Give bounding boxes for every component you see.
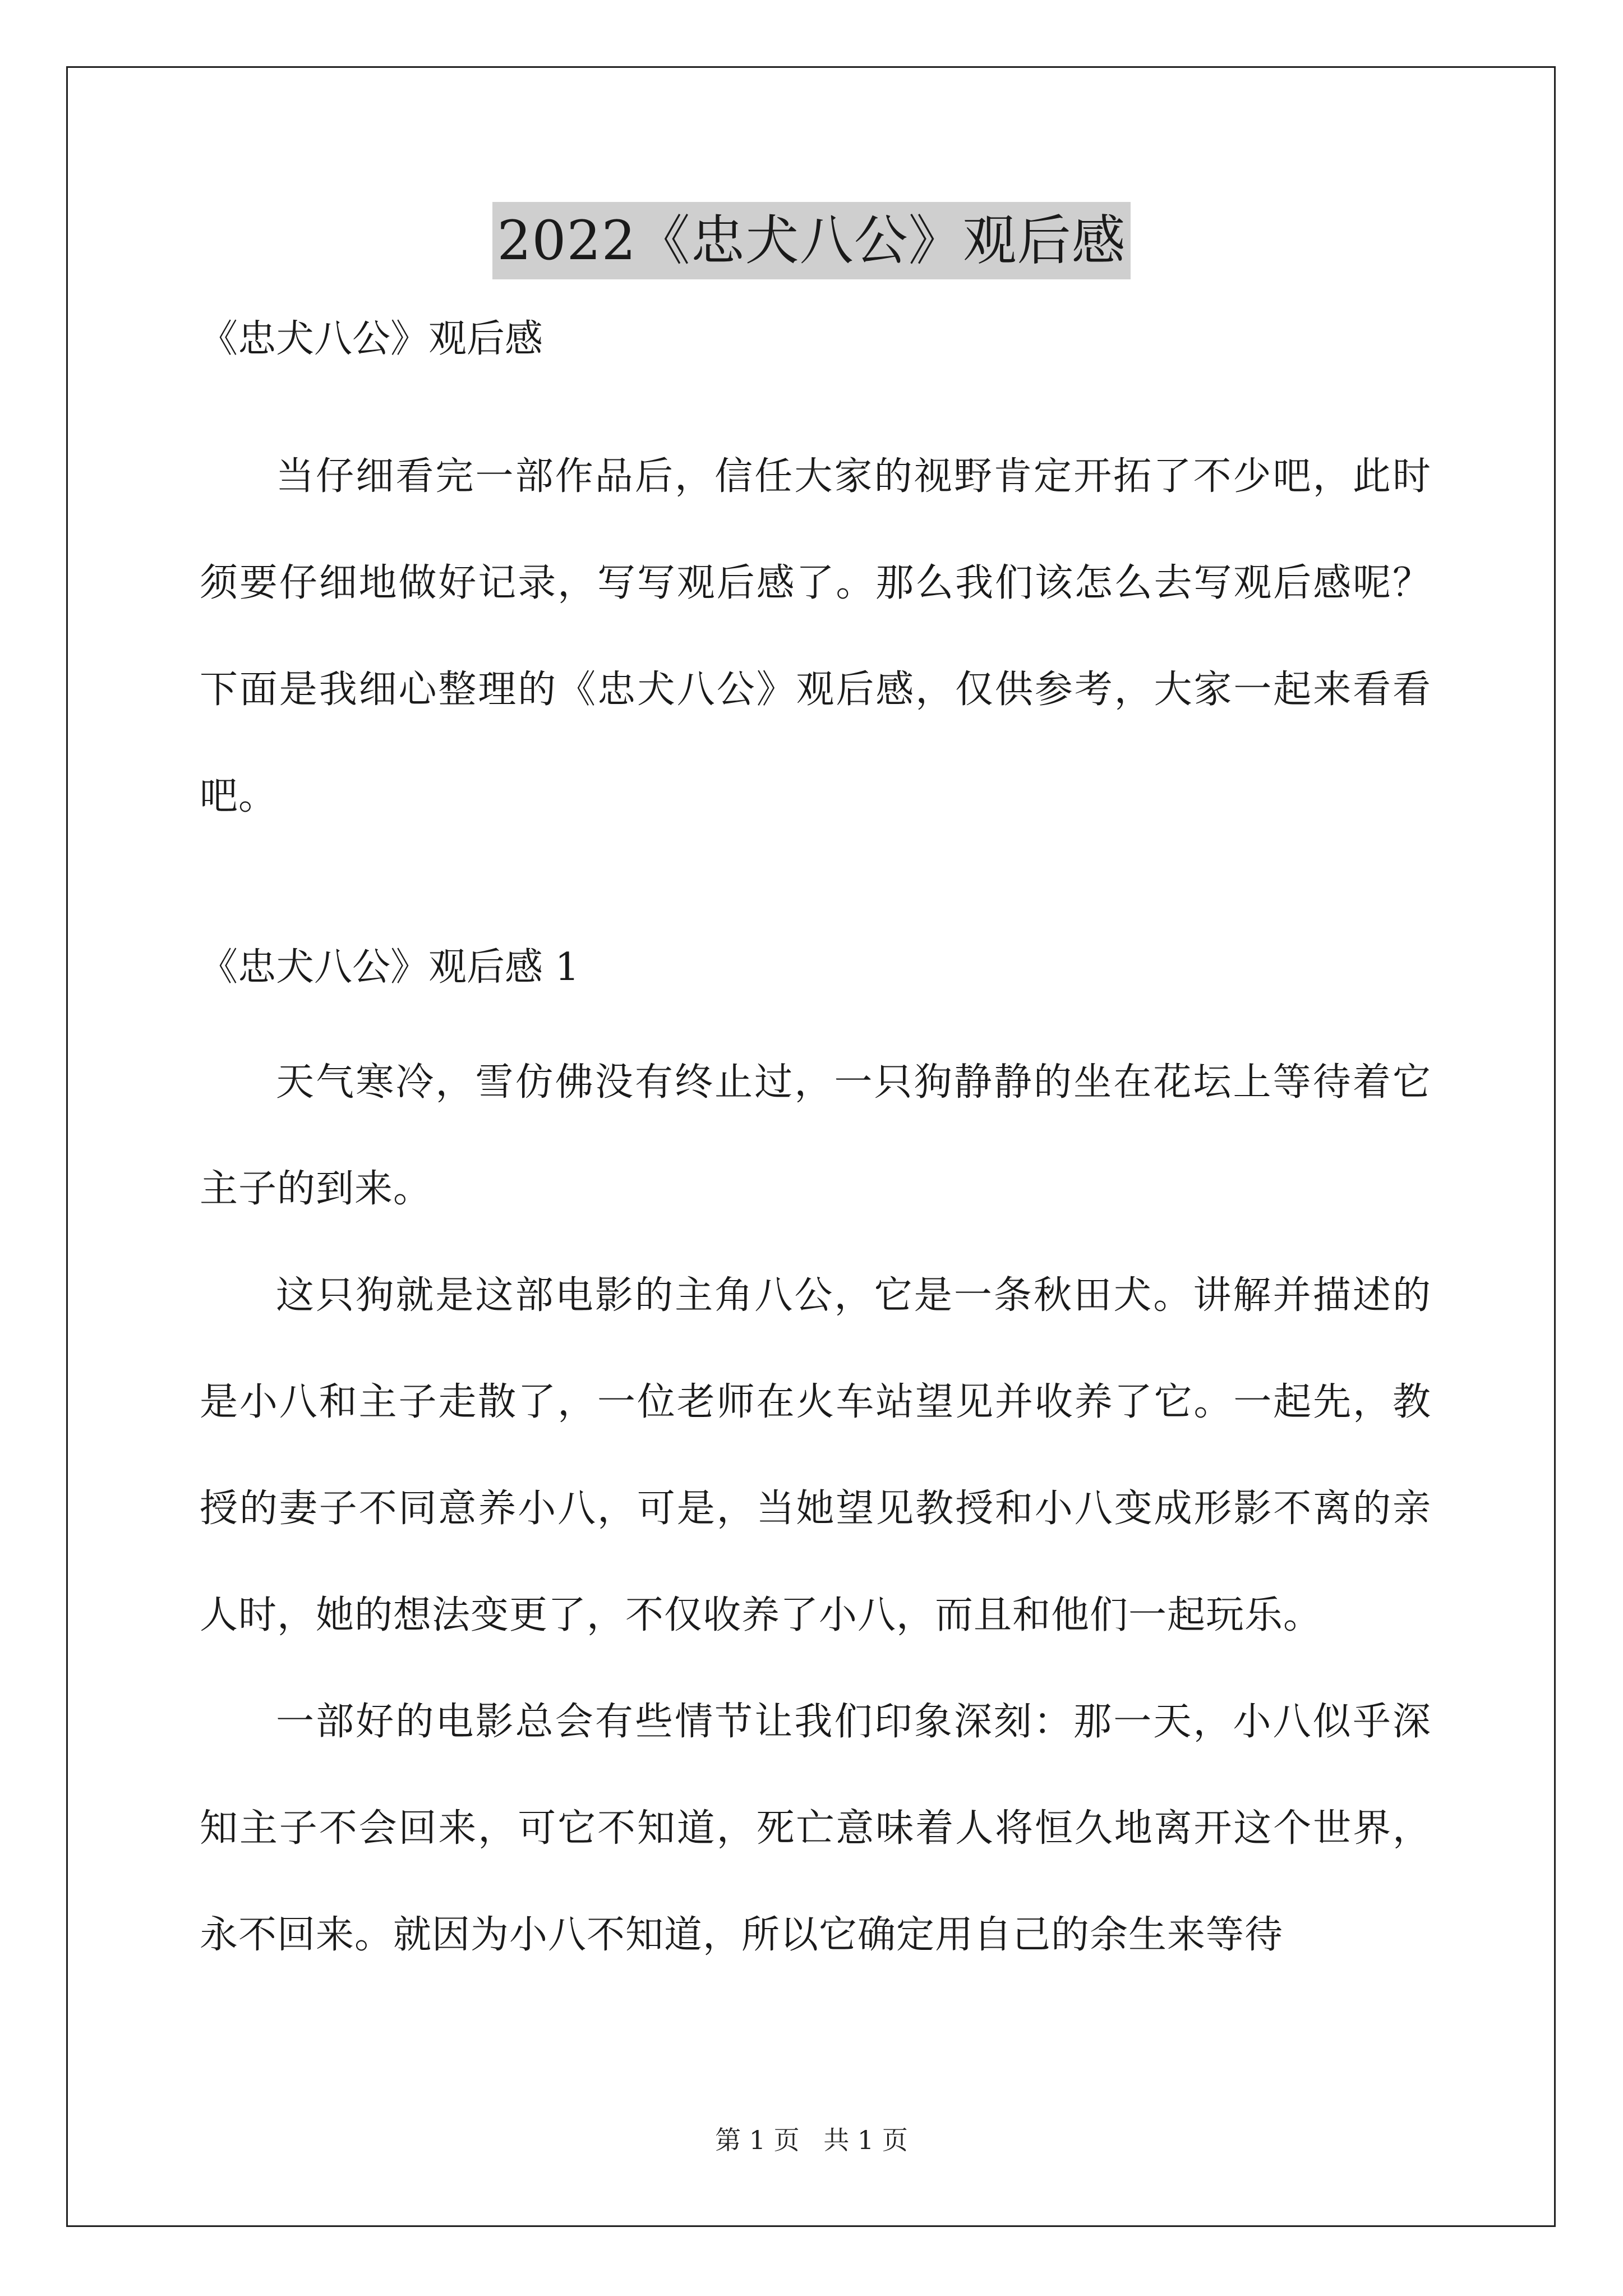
- section1-paragraph-1: 天气寒冷，雪仿佛没有终止过，一只狗静静的坐在花坛上等待着它主子的到来。: [200, 1060, 1431, 1211]
- page-number-current: 第 1 页: [715, 2125, 800, 2155]
- section1-paragraph-2: 这只狗就是这部电影的主角八公，它是一条秋田犬。讲解并描述的是小八和主子走散了，一位老师在火车站望见并收养了它。一起先，教授的妻子不同意养小八，可是，当她望见教授和小八变成形影不离的亲人时，她的想法变更了，不仅收养了小八，而且和他们一起玩乐。: [200, 1273, 1431, 1637]
- page-number-total: 共 1 页: [823, 2125, 908, 2155]
- intro-paragraph: 当仔细看完一部作品后，信任大家的视野肯定开拓了不少吧，此时须要仔细地做好记录，写写观后感了。那么我们该怎么去写观后感呢？下面是我细心整理的《忠犬八公》观后感，仅供参考，大家一起来看看吧。: [200, 454, 1431, 818]
- page-footer: [0, 2123, 1623, 2157]
- section1-paragraph-3: 一部好的电影总会有些情节让我们印象深刻：那一天，小八似乎深知主子不会回来，可它不知道，死亡意味着人将恒久地离开这个世界，永不回来。就因为小八不知道，所以它确定用自己的余生来等待: [200, 1700, 1431, 1957]
- section-heading-1: 《忠犬八公》观后感 1: [200, 945, 579, 990]
- document-subtitle: 《忠犬八公》观后感: [200, 317, 543, 361]
- document-body: [200, 311, 1431, 1989]
- title-container: [0, 202, 1623, 279]
- intro-section: [200, 424, 1431, 850]
- document-title: 2022《忠犬八公》观后感: [492, 202, 1130, 279]
